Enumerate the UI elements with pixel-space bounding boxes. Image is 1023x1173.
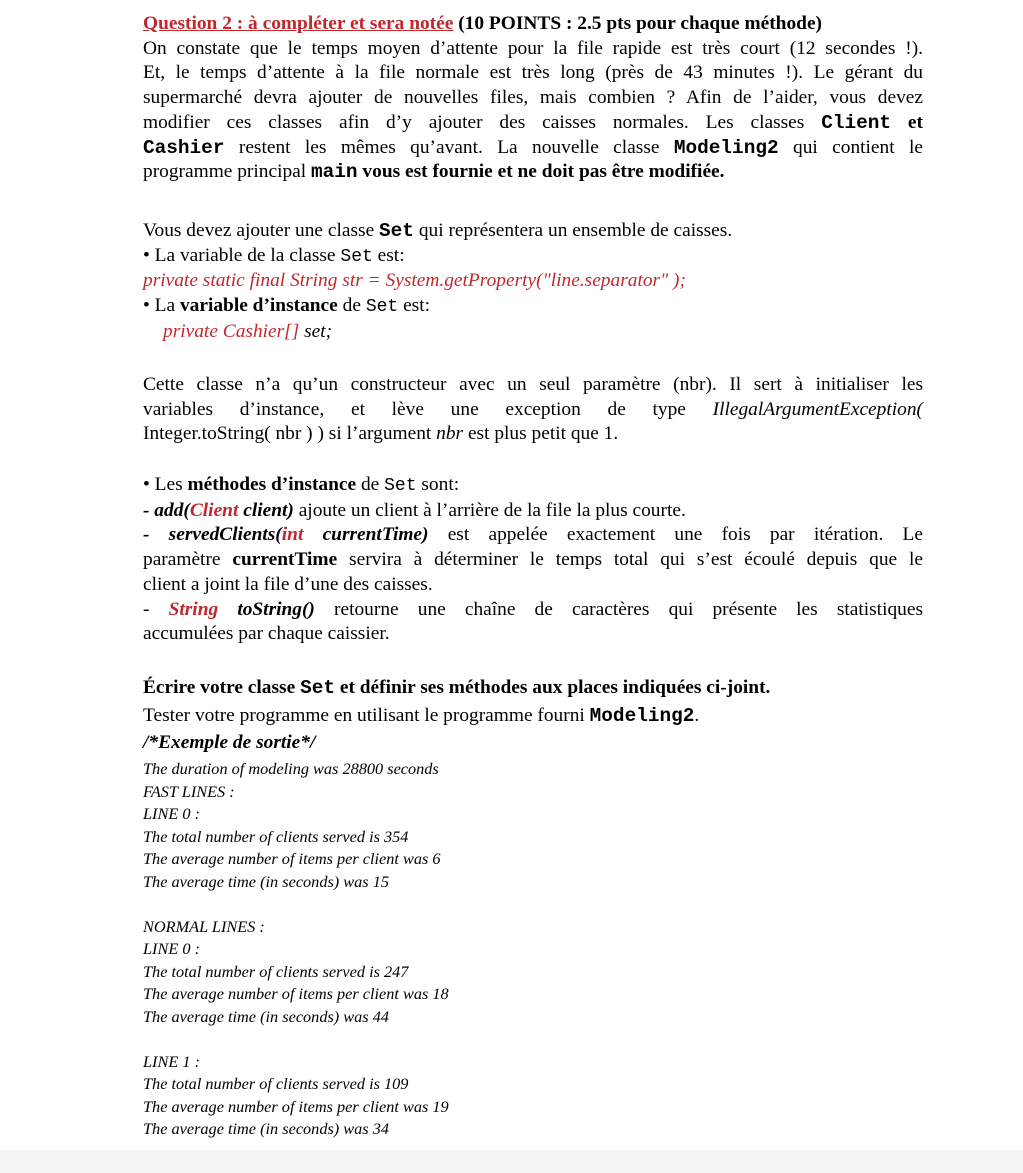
output-line: The average number of items per client was 18 bbox=[143, 984, 449, 1003]
method-served-clients: - servedClients(int currentTime) est appelée exactement une fois par itération. Le bbox=[143, 524, 923, 546]
main-method-name: main bbox=[311, 161, 358, 184]
question-paragraph bbox=[143, 12, 923, 185]
output-line: NORMAL LINES : bbox=[143, 916, 265, 936]
question-line-6: programme principal main vous est fournie et ne doit pas être modifiée. bbox=[143, 161, 725, 184]
question-line-4: modifier ces classes afin d’y ajouter des caisses normales. Les classes Client et bbox=[143, 111, 923, 134]
write-instruction: Écrire votre classe Set et définir ses méthodes aux places indiquées ci-joint. bbox=[143, 677, 771, 699]
method-to-string: - String toString() retourne une chaîne de caractères qui présente les statistiques bbox=[143, 598, 923, 620]
methods-intro: • Les méthodes d’instance de Set sont: bbox=[143, 473, 923, 499]
constructor-paragraph bbox=[143, 373, 923, 447]
output-line: FAST LINES : bbox=[143, 781, 235, 801]
output-line: The total number of clients served is 247 bbox=[143, 961, 409, 981]
output-line bbox=[143, 893, 743, 916]
question-line-2: Et, le temps d’attente à la file normale est très long (près de 43 minutes !). Le gérant du bbox=[143, 62, 923, 84]
method-add: - add(Client client) ajoute un client à l’arrière de la file la plus courte. bbox=[143, 499, 686, 521]
sample-output bbox=[143, 758, 743, 1141]
question-line-5: Cashier restent les mêmes qu’avant. La nouvelle classe Modeling2 qui contient le bbox=[143, 136, 923, 159]
question-line-1: On constate que le temps moyen d’attente pour la file rapide est très court (12 secondes !). bbox=[143, 37, 923, 59]
class-variable-label: • La variable de la classe Set est: bbox=[143, 244, 923, 270]
example-heading: /*Exemple de sortie*/ bbox=[143, 732, 316, 754]
set-intro: Vous devez ajouter une classe Set qui représentera un ensemble de caisses. bbox=[143, 220, 733, 242]
constructor-line-1: Cette classe n’a qu’un constructeur avec un seul paramètre (nbr). Il sert à initialiser les bbox=[143, 374, 923, 395]
output-line bbox=[143, 1028, 743, 1051]
class-variable-code: private static final String str = System.getProperty("line.separator" ); bbox=[143, 270, 686, 292]
question-heading bbox=[143, 12, 923, 37]
question-title: Question 2 : à compléter et sera notée bbox=[143, 13, 454, 34]
method-served-clients-line-2: paramètre currentTime servira à déterminer le temps total qui s’est écoulé depuis que le bbox=[143, 549, 923, 571]
constructor-line-2: variables d’instance, et lève une exception de type IllegalArgumentException( bbox=[143, 398, 923, 420]
instance-variable-label: • La variable d’instance de Set est: bbox=[143, 294, 923, 320]
output-line: LINE 1 : bbox=[143, 1051, 200, 1071]
output-line: LINE 0 : bbox=[143, 804, 200, 823]
instructions-section bbox=[143, 676, 923, 756]
output-line: LINE 0 : bbox=[143, 939, 200, 958]
method-to-string-line-2: accumulées par chaque caissier. bbox=[143, 623, 390, 645]
methods-section bbox=[143, 473, 923, 647]
output-line: The duration of modeling was 28800 seconds bbox=[143, 759, 439, 778]
question-line-3: supermarché devra ajouter de nouvelles files, mais combien ? Afin de l’aider, vous devez bbox=[143, 87, 923, 109]
instance-variable-code: private Cashier[] set; bbox=[163, 320, 333, 342]
question-points: (10 POINTS : 2.5 pts pour chaque méthode) bbox=[458, 13, 823, 34]
output-line: The average number of items per client was 19 bbox=[143, 1096, 449, 1116]
output-line: The average time (in seconds) was 34 bbox=[143, 1119, 389, 1138]
modeling2-class-name: Modeling2 bbox=[673, 136, 779, 159]
output-line: The total number of clients served is 354 bbox=[143, 826, 409, 846]
client-class-name: Client bbox=[821, 111, 892, 134]
method-served-clients-line-3: client a joint la file d’une des caisses. bbox=[143, 573, 433, 595]
page-bottom-margin bbox=[0, 1150, 1023, 1173]
constructor-line-3: Integer.toString( nbr ) ) si l’argument nbr est plus petit que 1. bbox=[143, 423, 619, 445]
set-class-section bbox=[143, 219, 923, 345]
output-line: The average number of items per client was 6 bbox=[143, 849, 441, 868]
cashier-class-name: Cashier bbox=[143, 136, 225, 159]
output-line: The total number of clients served is 109 bbox=[143, 1074, 409, 1093]
test-instruction: Tester votre programme en utilisant le programme fourni Modeling2. bbox=[143, 704, 700, 727]
output-line: The average time (in seconds) was 44 bbox=[143, 1006, 389, 1026]
output-line: The average time (in seconds) was 15 bbox=[143, 871, 389, 891]
